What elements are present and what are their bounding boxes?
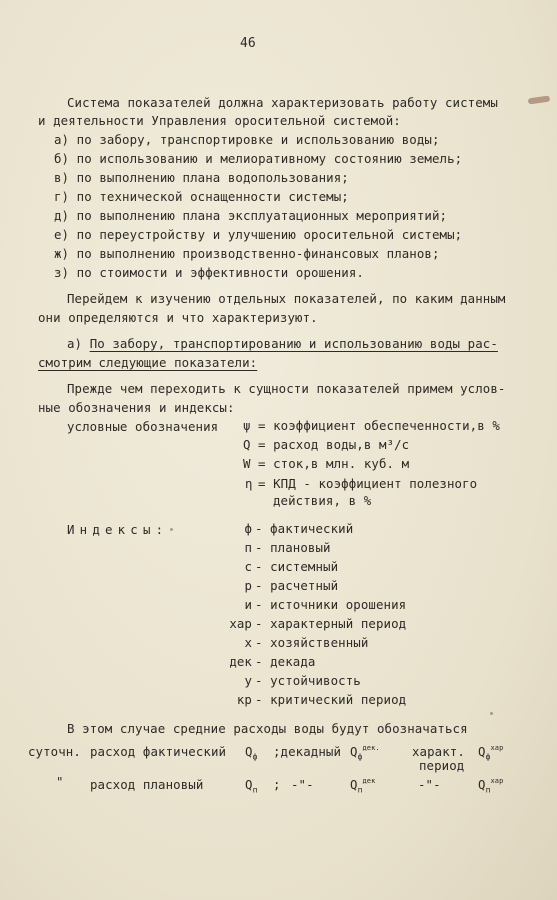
index-key-r: р [244,578,252,593]
list-item-e: е) по переустройству и улучшению оросительной системы; [54,227,463,242]
index-desc-r: - расчетный [255,578,339,593]
ink-stain [528,95,551,104]
row1-q-actual: $Q_ф$ [245,744,258,762]
row2-q-planned: $Q_п$ [245,777,258,795]
index-key-p: п [244,540,252,555]
intro-line-1: Система показателей должна характеризовать работу системы [67,95,498,110]
row1-label-decade: ;декадный [273,744,342,759]
index-desc-har: - характерный период [255,616,407,631]
row2-label-planned: расход плановый [90,777,204,792]
list-item-b: б) по использованию и мелиоративному состоянию земель; [54,151,463,166]
notation-def-eta-cont: действия, в % [273,493,372,508]
index-key-dek: дек [229,654,252,669]
index-desc-p: - плановый [255,540,331,555]
index-desc-dek: - декада [255,654,316,669]
notation-def-q: = расход воды,в м³/с [258,437,410,452]
row2-ditto-decade: -"- [291,777,314,792]
index-desc-f: - фактический [255,521,354,536]
row1-q-decade: $Q_ф^{дек.}$ [350,744,380,762]
notation-def-w: = сток,в млн. куб. м [258,456,410,471]
index-desc-u: - устойчивость [255,673,361,688]
notation-symbol-eta: η [245,476,253,491]
row1-q-char: $Q_ф^{хар}$ [478,744,504,762]
row2-q-decade: $Q_п^{дек}$ [350,777,376,795]
index-key-i: и [244,597,252,612]
row2-q-char: $Q_п^{хар}$ [478,777,504,795]
speck [490,712,493,715]
notation-def-eta: = КПД - коэффициент полезного [258,476,478,491]
speck [170,528,173,531]
row1-label-daily: суточн. [28,744,81,759]
notation-symbol-q: Q [243,437,251,452]
index-key-s: с [244,559,252,574]
row2-ditto-char: -"- [418,777,441,792]
para3-line-1 [67,337,498,351]
para3-heading: По забору, транспортированию и использованию воды рас- [89,336,498,351]
para2-line-1: Перейдем к изучению отдельных показателей, по каким данным [67,291,506,306]
index-desc-h: - хозяйственный [255,635,369,650]
row1-label-period: период [419,758,465,773]
notation-label: условные обозначения [67,419,219,434]
para4-line-1: Прежде чем переходить к сущности показателей примем услов- [67,381,506,396]
para3-prefix: а) [67,336,90,351]
intro-line-2: и деятельности Управления оросительной системой: [38,113,401,128]
list-item-z: з) по стоимости и эффективности орошения. [54,265,364,280]
index-desc-i: - источники орошения [255,597,407,612]
para2-line-2: они определяются и что характеризуют. [38,310,318,325]
list-item-g: г) по технической оснащенности системы; [54,189,349,204]
list-item-v: в) по выполнению плана водопользования; [54,170,349,185]
indices-label: Индексы: [67,522,169,537]
notation-symbol-psi: ψ [243,418,251,433]
page-number: 46 [240,36,256,51]
para4-line-2: ные обозначения и индексы: [38,400,235,415]
notation-symbol-w: W [243,456,251,471]
index-key-kr: кр [236,692,252,707]
row1-label-actual: расход фактический [90,744,227,759]
index-key-h: х [244,635,252,650]
list-item-a: а) по забору, транспортировке и использованию воды; [54,132,440,147]
index-desc-s: - системный [255,559,339,574]
notation-def-psi: = коэффициент обеспеченности,в % [258,418,500,433]
row1-label-char: характ. [412,744,465,759]
row2-ditto: " [56,774,64,789]
row2-semicolon: ; [273,777,281,792]
para3-line-2: смотрим следующие показатели: [38,355,258,370]
index-desc-kr: - критический период [255,692,407,707]
index-key-f: ф [244,521,252,536]
index-key-har: хар [229,616,252,631]
index-key-u: у [244,673,252,688]
para5: В этом случае средние расходы воды будут обозначаться [67,721,468,736]
list-item-d: д) по выполнению плана эксплуатационных мероприятий; [54,208,448,223]
list-item-zh: ж) по выполнению производственно-финансовых планов; [54,246,440,261]
